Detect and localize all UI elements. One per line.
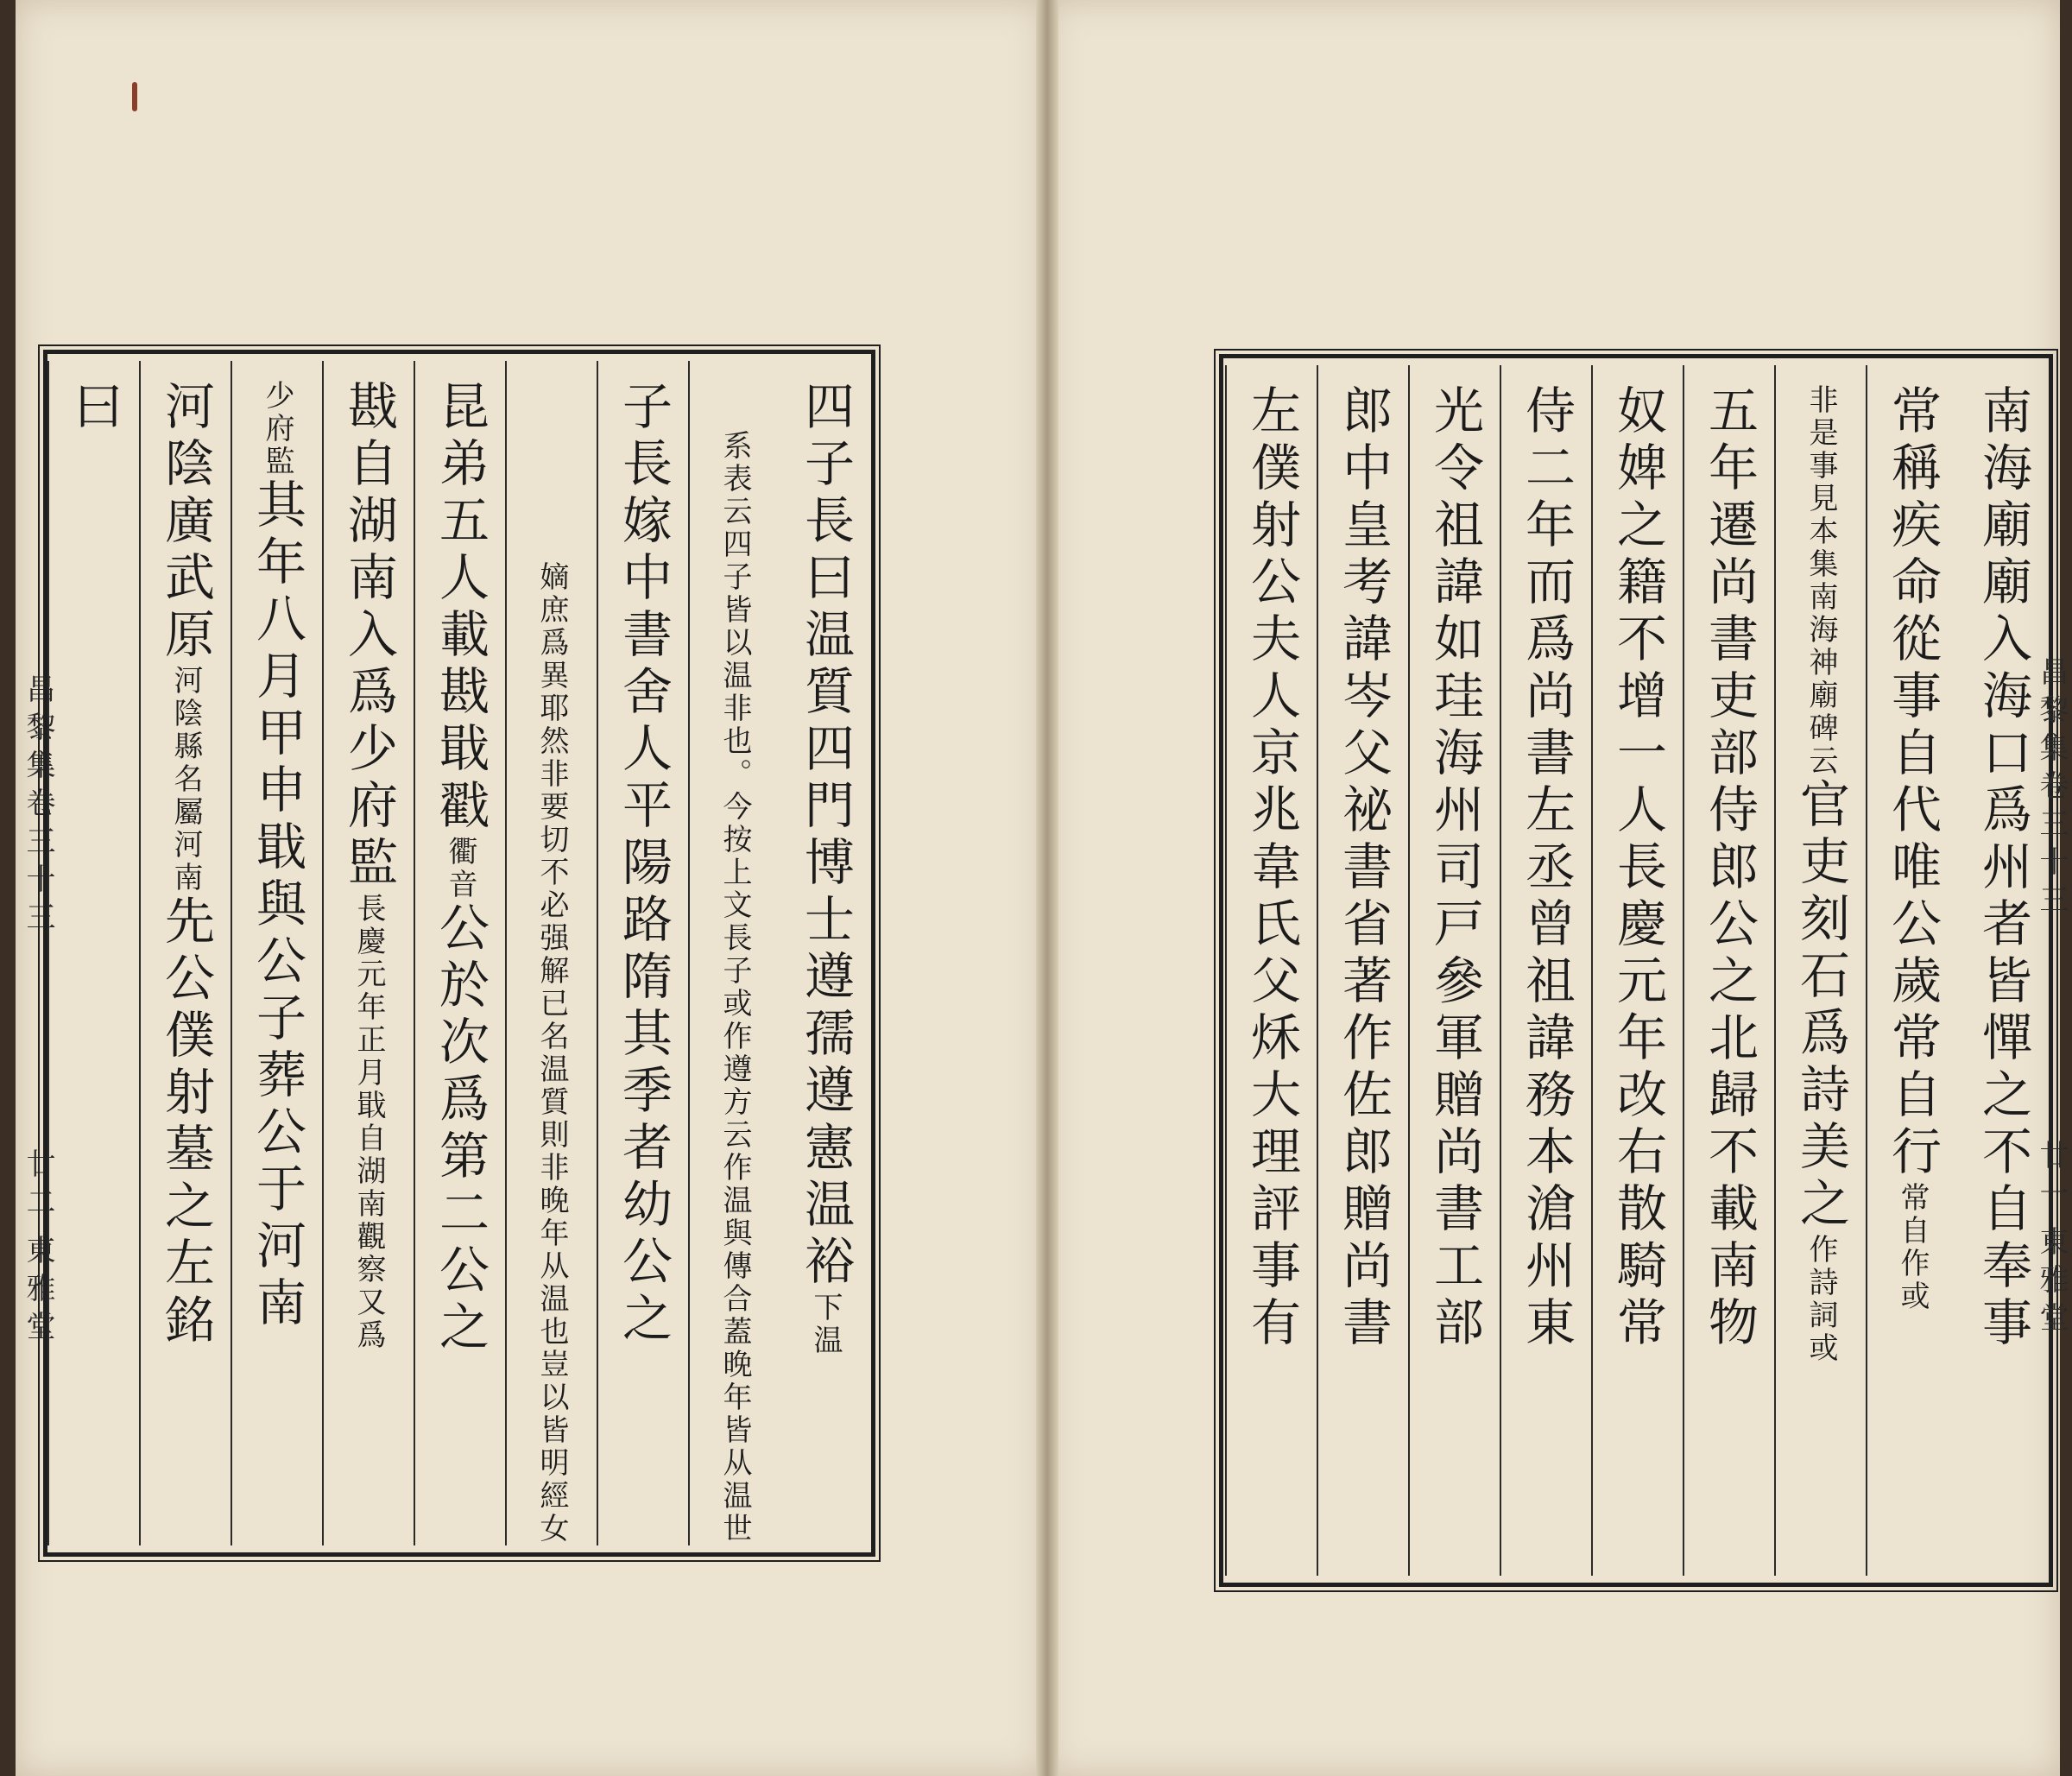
- column-note: 作詩: [1804, 1234, 1838, 1299]
- column-text: 河陰廣武原: [156, 380, 215, 665]
- column-note: 非是事見本集: [1804, 384, 1838, 581]
- column-note: 系表云四子皆以温非也。今按上文長子: [717, 430, 752, 988]
- column-note: 長慶元年正月戢: [351, 893, 386, 1122]
- text-column: [1957, 365, 2049, 1576]
- text-column: [139, 361, 231, 1545]
- column-note: 自湖南觀察又爲: [351, 1122, 386, 1352]
- column-text: 五年遷尚書吏部侍郎公之北歸不載南物: [1700, 384, 1759, 1353]
- column-text: 先公僕射墓之左銘: [156, 894, 215, 1350]
- text-column: [414, 361, 505, 1545]
- column-text: 奴婢之籍不增一人長慶元年改右散騎常: [1608, 384, 1667, 1353]
- column-note: 下温: [808, 1292, 843, 1357]
- text-column: [1225, 365, 1317, 1576]
- column-text: 四子長曰温質四門博士遵孺遵憲温裕: [796, 380, 855, 1292]
- column-text: 郎中皇考諱岑父祕書省著作佐郎贈尚書: [1334, 384, 1393, 1353]
- left-margin-publisher: 東雅堂: [21, 1235, 55, 1349]
- left-text-frame: [43, 350, 875, 1557]
- column-text: 南海廟廟入海口爲州者皆憚之不自奉事: [1974, 384, 2032, 1353]
- column-text: 侍二年而爲尚書左丞曾祖諱務本滄州東: [1517, 384, 1576, 1353]
- column-note: 嫡庶爲異耶然非要切不必强解: [534, 561, 569, 988]
- text-column: [1500, 365, 1591, 1576]
- column-note: 作或: [1895, 1248, 1930, 1313]
- text-column: [231, 361, 322, 1545]
- text-column: [688, 361, 780, 1545]
- text-column: [1408, 365, 1500, 1576]
- right-text-frame: [1219, 354, 2053, 1587]
- column-text: 戡自湖南入爲少府監: [339, 380, 398, 893]
- column-text: 常稱疾命從事自代唯公歲常自行: [1883, 384, 1942, 1182]
- column-note: 河陰縣名: [168, 665, 203, 796]
- text-column: [1317, 365, 1408, 1576]
- text-column: [597, 361, 688, 1545]
- column-text: 昆弟五人載戡戢戳: [431, 380, 490, 836]
- column-text: 曰: [65, 380, 123, 437]
- text-column: [1866, 365, 1957, 1576]
- column-text: 子長嫁中書舍人平陽路隋其季者幼公之: [614, 380, 673, 1349]
- column-note: 南海神廟碑云: [1804, 581, 1838, 778]
- column-note: 或作遵方云作温與傳合蓋晚年皆从温世: [717, 988, 752, 1545]
- text-column: [47, 361, 139, 1545]
- text-column: [1774, 365, 1866, 1576]
- column-text: 左僕射公夫人京兆韋氏父秌大理評事有: [1242, 384, 1301, 1353]
- column-note: 少府: [260, 380, 294, 446]
- right-margin-publisher: 東雅堂: [2034, 1226, 2069, 1340]
- text-column: [322, 361, 414, 1545]
- right-margin-title: 昌黎集卷三十三: [2034, 656, 2069, 922]
- column-text: 官吏刻石爲詩美之: [1791, 778, 1850, 1234]
- text-column: [780, 361, 871, 1545]
- ink-speck: [132, 82, 137, 111]
- column-note: 監: [260, 446, 294, 478]
- left-margin-title: 昌黎集卷三十三: [21, 673, 55, 939]
- column-note: 詞或: [1804, 1299, 1838, 1365]
- column-note: 屬河南: [168, 796, 203, 894]
- column-text: 公於次爲第二公之: [431, 901, 490, 1357]
- column-note: 常自: [1895, 1182, 1930, 1248]
- text-column: [1591, 365, 1683, 1576]
- book-gutter: [1036, 0, 1058, 1776]
- column-text: 其年八月甲申戢與公子葬公于河南: [248, 478, 306, 1333]
- text-column: [505, 361, 597, 1545]
- column-text: 光令祖諱如珪海州司戸參軍贈尚書工部: [1425, 384, 1484, 1353]
- column-note: 已名温質則非晚年从温也豈以皆明經女: [534, 988, 569, 1545]
- column-note: 衢音: [443, 836, 477, 901]
- left-margin-folio: 廿二: [21, 1148, 55, 1224]
- right-margin-folio: 廿一: [2034, 1140, 2069, 1216]
- text-column: [1683, 365, 1774, 1576]
